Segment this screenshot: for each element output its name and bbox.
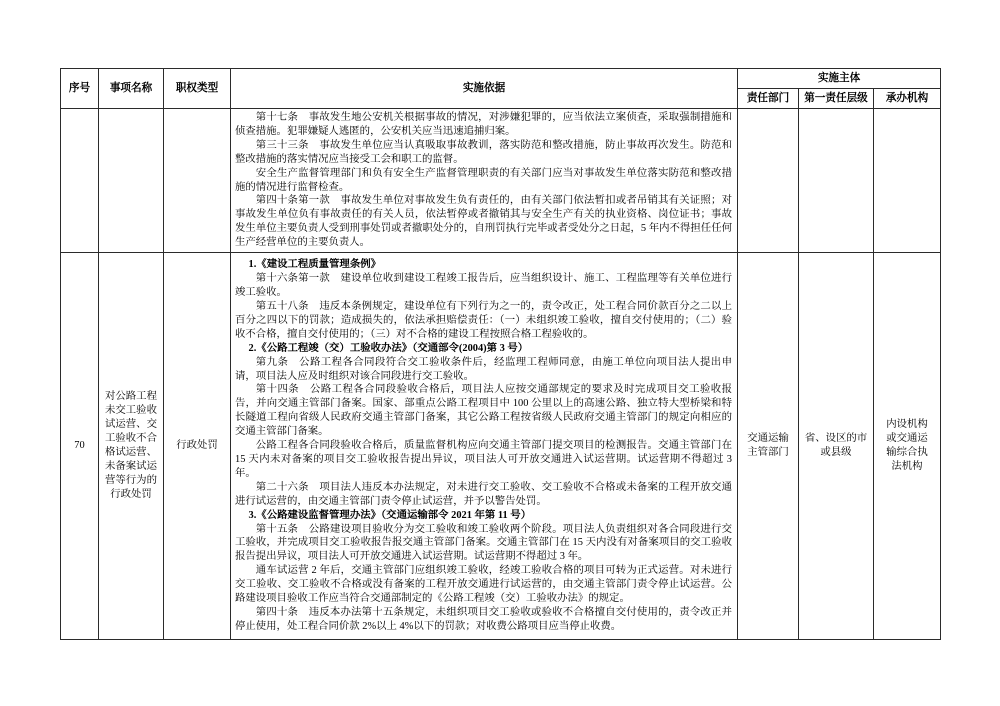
basis-paragraph: 第四十条 违反本办法第十五条规定，未组织项目交工验收或验收不合格擅自交付使用的，责令改正并停止使用，处工程合同价款 2%以上 4%以下的罚款；对收费公路项目应当停止收费。 (235, 606, 732, 632)
basis-paragraph: 第十七条 事故发生地公安机关根据事故的情况，对涉嫌犯罪的，应当依法立案侦查，采取强制措施和侦查措施。犯罪嫌疑人逃匿的，公安机关应当迅速追捕归案。 (235, 112, 732, 137)
cell-power-type: 行政处罚 (164, 253, 231, 640)
header-power-type: 职权类型 (164, 69, 231, 109)
basis-paragraphs (235, 258, 732, 633)
basis-paragraph: 第五十八条 违反本条例规定，建设单位有下列行为之一的，责令改正，处工程合同价款百分之二以上百分之四以下的罚款；造成损失的，依法承担赔偿责任：（一）未组织竣工验收，擅自交付使用的；（二）验收不合格，擅自交付使用的；（三）对不合格的建设工程按照合格工程验收的。 (235, 301, 732, 340)
cell-undertaking-agency: 内设机构或交通运输综合执法机构 (874, 253, 941, 640)
cell-first-responsibility-level (799, 109, 874, 253)
cell-undertaking-agency (874, 109, 941, 253)
header-item-name: 事项名称 (99, 69, 164, 109)
basis-paragraph: 安全生产监督管理部门和负有安全生产监督管理职责的有关部门应当对事故发生单位落实防范和整改措施的情况进行监督检查。 (235, 167, 732, 193)
law-title: 3.《公路建设监督管理办法》（交通运输部令 2021 年第 11 号） (248, 509, 532, 521)
cell-first-responsibility-level: 省、设区的市或县级 (799, 253, 874, 640)
cell-item-name: 对公路工程未交工验收试运营、交工验收不合格试运营、未备案试运营等行为的行政处罚 (99, 253, 164, 640)
basis-paragraphs (235, 111, 732, 250)
header-first-responsibility-level: 第一责任层级 (799, 89, 874, 109)
basis-paragraph: 第四十条第一款 事故发生单位对事故发生负有责任的，由有关部门依法暂扣或者吊销其有关证照；对事故发生单位负有事故责任的有关人员，依法暂停或者撤销其与安全生产有关的执业资格、岗位证书；事故发生单位主要负责人受到刑事处罚或者撤职处分的，自刑罚执行完毕或者受处分之日起，5 年内不得担任任何生产经营单位的主要负责人。 (235, 195, 732, 249)
basis-paragraph: 第三十三条 事故发生单位应当认真吸取事故教训，落实防范和整改措施，防止事故再次发生。防范和整改措施的落实情况应当接受工会和职工的监督。 (235, 139, 732, 165)
table-row-continuation (61, 109, 941, 253)
cell-power-type (164, 109, 231, 253)
cell-responsible-department: 交通运输主管部门 (738, 253, 799, 640)
basis-paragraph: 公路工程各合同段验收合格后，质量监督机构应向交通主管部门提交项目的检测报告。交通主管部门在 15 天内未对备案的项目交工验收报告提出异议，项目法人可开放交通进入试运营期。试运营期不得超过 3 年。 (235, 440, 732, 479)
header-responsible-department: 责任部门 (738, 89, 799, 109)
basis-paragraph: 第十五条 公路建设项目验收分为交工验收和竣工验收两个阶段。项目法人负责组织对各合同段进行交工验收，并完成项目交工验收报告报交通主管部门备案。交通主管部门在 15 天内没有对备案项目的交工验收报告提出异议，项目法人可开放交通进入试运营期。试运营期不得超过 3 年。 (235, 523, 732, 563)
basis-paragraph: 通车试运营 2 年后，交通主管部门应组织竣工验收，经竣工验收合格的项目可转为正式运营。对未进行交工验收、交工验收不合格或没有备案的工程开放交通进行试运营的，由交通主管部门责令停止试运营。公路建设项目验收工作应当符合交通部制定的《公路工程竣（交）工验收办法》的规定。 (235, 565, 732, 605)
basis-paragraph: 第二十六条 项目法人违反本办法规定，对未进行交工验收、交工验收不合格或未备案的工程开放交通进行试运营的，由交通主管部门责令停止试运营，并予以警告处罚。 (235, 481, 732, 507)
law-title: 1.《建设工程质量管理条例》 (248, 259, 381, 271)
header-undertaking-agency: 承办机构 (874, 89, 941, 109)
header-serial-number: 序号 (61, 69, 99, 109)
basis-paragraph: 第九条 公路工程各合同段符合交工验收条件后，经监理工程师同意，由施工单位向项目法人提出申请，项目法人应及时组织对该合同段进行交工验收。 (235, 356, 732, 382)
cell-implementation-basis (231, 253, 738, 640)
header-implementation-basis: 实施依据 (231, 69, 738, 109)
basis-paragraph: 第十四条 公路工程各合同段验收合格后，项目法人应按交通部规定的要求及时完成项目交工验收报告，并向交通主管部门备案。国家、部重点公路工程项目中 100 公里以上的高速公路、独立特大型桥梁和特长隧道工程向省级人民政府交通主管部门备案，其它公路工程按省级人民政府交通主管部门的规定向相应的交通主管部门备案。 (235, 384, 732, 438)
header-implementation-subject: 实施主体 (738, 69, 941, 89)
cell-responsible-department (738, 109, 799, 253)
basis-paragraph: 第十六条第一款 建设单位收到建设工程竣工报告后，应当组织设计、施工、工程监理等有关单位进行竣工验收。 (235, 273, 732, 299)
cell-serial-number (61, 109, 99, 253)
law-title: 2.《公路工程竣（交）工验收办法》（交通部令(2004)第 3 号） (248, 342, 529, 354)
cell-serial-number: 70 (61, 253, 99, 640)
table-row-70 (61, 253, 941, 640)
cell-implementation-basis (231, 109, 738, 253)
authority-items-table (60, 68, 941, 640)
cell-item-name (99, 109, 164, 253)
